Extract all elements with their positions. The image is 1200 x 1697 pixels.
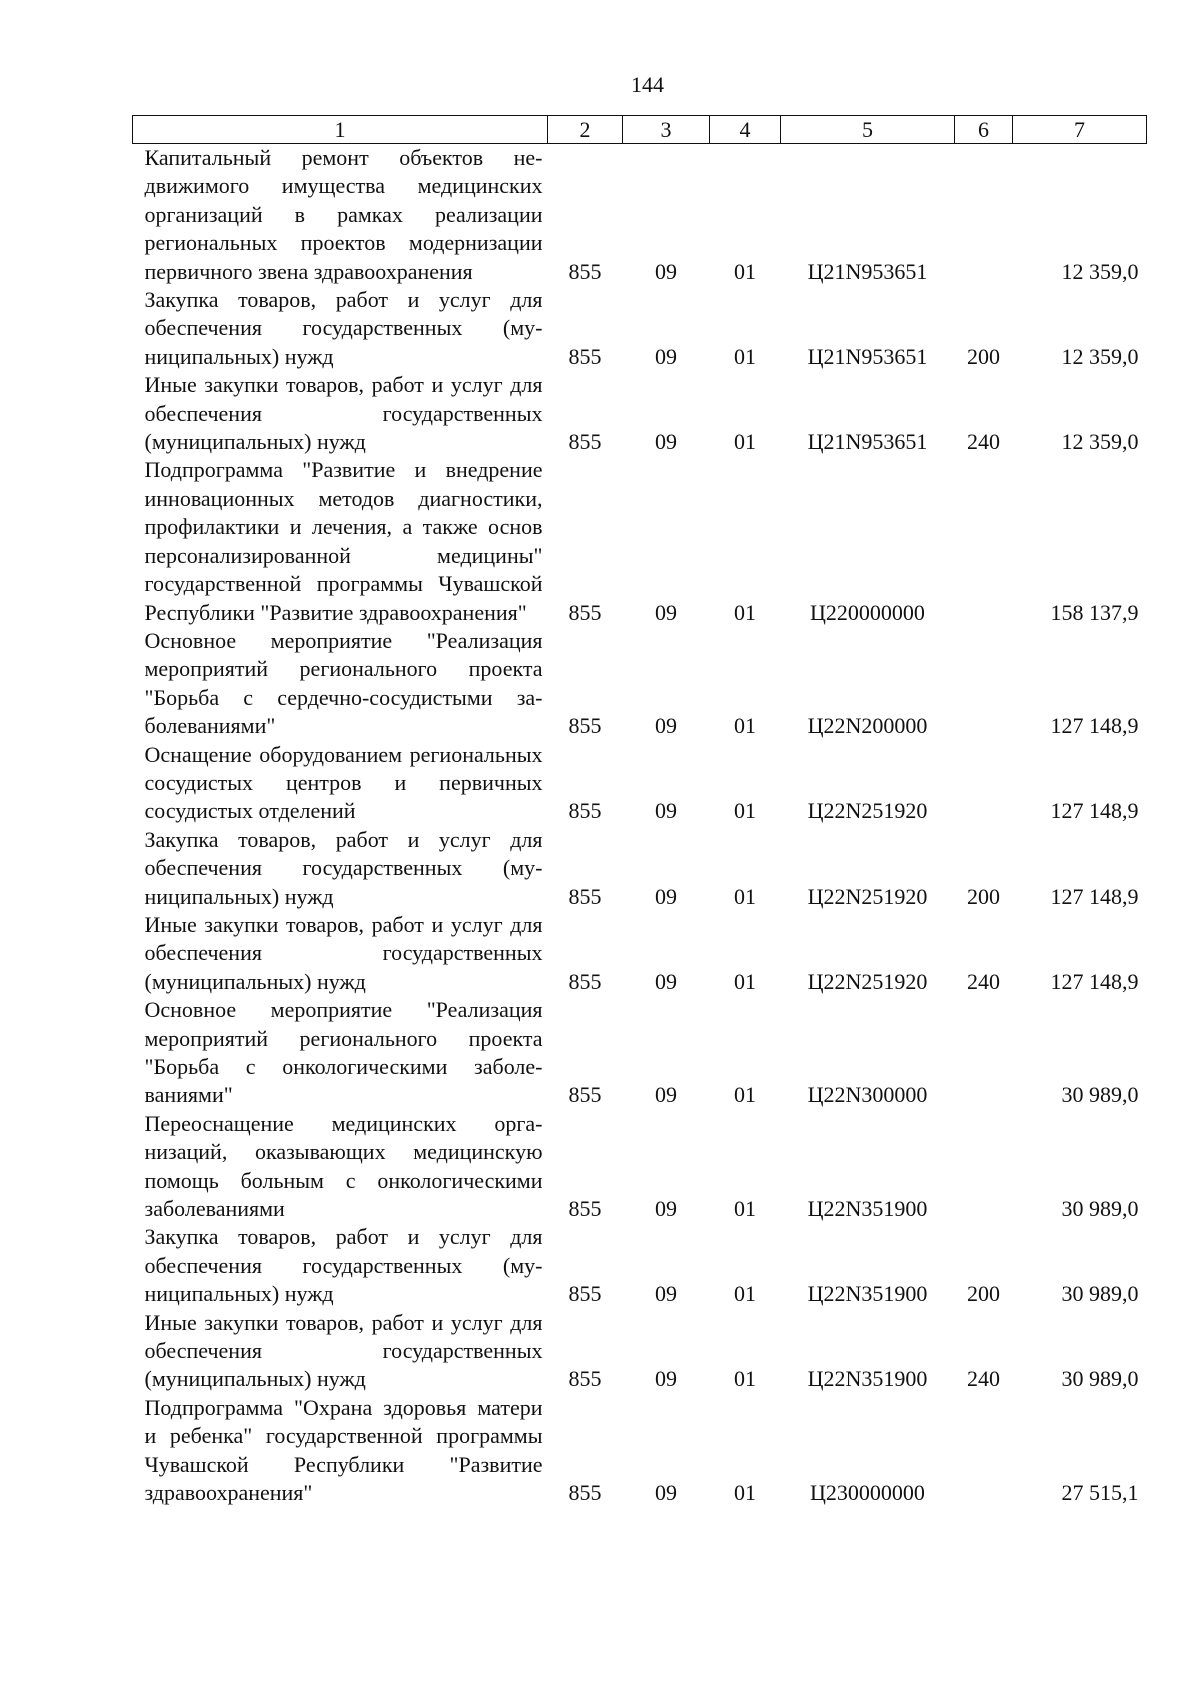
- table-body: [133, 144, 1147, 1508]
- row-ministry: 855: [568, 258, 602, 284]
- row-ministry: 855: [568, 883, 602, 909]
- budget-table: [132, 115, 1147, 1508]
- row-type: 240: [967, 968, 1000, 994]
- row-section: 09: [655, 1196, 677, 1222]
- table-row: [133, 1309, 1147, 1394]
- header-col-3: 3: [623, 116, 710, 144]
- row-name-cell: [133, 1394, 548, 1508]
- row-name: Подпрограмма "Охрана здоровья матери и ребенка" государственной программы Чувашской Республики "Развитие здравоохранения": [144, 1394, 543, 1506]
- row-name-cell: [133, 1309, 548, 1394]
- row-name-cell: [133, 996, 548, 1110]
- row-amount: 12 359,0: [1061, 343, 1139, 369]
- row-type: [955, 456, 1013, 626]
- row-type: 200: [967, 883, 1000, 909]
- row-subsection: 01: [734, 883, 756, 909]
- row-target: Ц220000000: [810, 599, 925, 625]
- row-type: [955, 741, 1013, 826]
- header-row: [133, 116, 1147, 144]
- table-row: [133, 456, 1147, 626]
- row-name: Капитальный ремонт объектов недвижимого имущества медицинских организаций в рамках реализации региональных проектов модернизации первичного звена здравоохранения: [144, 145, 543, 284]
- row-section: 09: [655, 798, 677, 824]
- row-target: Ц22N251920: [807, 798, 928, 824]
- row-ministry: 855: [568, 1196, 602, 1222]
- row-name: Закупка товаров, работ и услуг для обеспечения государственных (муниципальных) нужд: [144, 287, 543, 369]
- row-type: 240: [967, 429, 1000, 455]
- row-subsection: 01: [734, 713, 756, 739]
- row-ministry: 855: [568, 798, 602, 824]
- row-amount: 12 359,0: [1061, 429, 1139, 455]
- row-subsection: 01: [734, 258, 756, 284]
- row-section: 09: [655, 883, 677, 909]
- header-col-4: 4: [710, 116, 781, 144]
- row-type: 200: [967, 1281, 1000, 1307]
- row-name: Подпрограмма "Развитие и внедрение инновационных методов диагностики, профилактики и лечения, а также основ персонализированной медицины" государственной программы Чувашской Республики "Развитие здравоохранения": [144, 457, 543, 625]
- row-name: Основное мероприятие "Реализация мероприятий регионального проекта "Борьба с онкологическими заболеваниями": [144, 997, 543, 1108]
- row-amount: 30 989,0: [1061, 1281, 1139, 1307]
- row-type: [955, 144, 1013, 287]
- row-name-cell: [133, 286, 548, 371]
- row-name-cell: [133, 456, 548, 626]
- row-name-cell: [133, 911, 548, 996]
- table-row: [133, 371, 1147, 456]
- row-target: Ц22N300000: [807, 1082, 928, 1108]
- row-section: 09: [655, 1281, 677, 1307]
- row-subsection: 01: [734, 798, 756, 824]
- row-ministry: 855: [568, 968, 602, 994]
- row-ministry: 855: [568, 1082, 602, 1108]
- table-row: [133, 911, 1147, 996]
- row-amount: 127 148,9: [1050, 798, 1139, 824]
- row-amount: 158 137,9: [1050, 599, 1139, 625]
- row-ministry: 855: [568, 429, 602, 455]
- row-subsection: 01: [734, 968, 756, 994]
- row-subsection: 01: [734, 429, 756, 455]
- row-target: Ц22N251920: [807, 968, 928, 994]
- row-amount: 127 148,9: [1050, 713, 1139, 739]
- row-section: 09: [655, 1366, 677, 1392]
- table-row: [133, 286, 1147, 371]
- row-subsection: 01: [734, 1196, 756, 1222]
- header-col-7: 7: [1013, 116, 1147, 144]
- row-subsection: 01: [734, 1082, 756, 1108]
- row-section: 09: [655, 429, 677, 455]
- table-row: [133, 1110, 1147, 1224]
- row-type: [955, 627, 1013, 741]
- row-type: 200: [967, 343, 1000, 369]
- row-name: Иные закупки товаров, работ и услуг для обеспечения государственных (муниципальных) нужд: [144, 372, 543, 455]
- row-target: Ц22N351900: [807, 1281, 928, 1307]
- row-type: 240: [967, 1366, 1000, 1392]
- table-row: [133, 1223, 1147, 1308]
- table-row: [133, 826, 1147, 911]
- row-target: Ц22N200000: [807, 713, 928, 739]
- row-section: 09: [655, 343, 677, 369]
- header-col-1: 1: [133, 116, 548, 144]
- table-row: [133, 741, 1147, 826]
- row-target: Ц22N351900: [807, 1196, 928, 1222]
- row-target: Ц21N953651: [807, 343, 928, 369]
- row-section: 09: [655, 713, 677, 739]
- row-amount: 30 989,0: [1061, 1082, 1139, 1108]
- page-number: 144: [631, 72, 664, 97]
- row-name: Иные закупки товаров, работ и услуг для обеспечения государственных (муниципальных) нужд: [144, 911, 543, 994]
- table-row: [133, 627, 1147, 741]
- row-type: [955, 996, 1013, 1110]
- table-row: [133, 996, 1147, 1110]
- row-target: Ц21N953651: [807, 258, 928, 284]
- row-name-cell: [133, 1110, 548, 1224]
- row-name-cell: [133, 1223, 548, 1308]
- header-col-6: 6: [955, 116, 1013, 144]
- table-row: [133, 1394, 1147, 1508]
- row-name-cell: [133, 826, 548, 911]
- row-section: 09: [655, 599, 677, 625]
- row-name: Закупка товаров, работ и услуг для обеспечения государственных (муниципальных) нужд: [144, 826, 543, 909]
- row-section: 09: [655, 1480, 677, 1506]
- row-name-cell: [133, 627, 548, 741]
- row-name: Закупка товаров, работ и услуг для обеспечения государственных (муниципальных) нужд: [144, 1224, 543, 1307]
- row-subsection: 01: [734, 599, 756, 625]
- row-name-cell: [133, 741, 548, 826]
- row-target: Ц22N251920: [807, 883, 928, 909]
- row-name: Иные закупки товаров, работ и услуг для обеспечения государственных (муниципальных) нужд: [144, 1309, 543, 1392]
- row-subsection: 01: [734, 1480, 756, 1506]
- row-ministry: 855: [568, 599, 602, 625]
- row-section: 09: [655, 258, 677, 284]
- table-header: [133, 116, 1147, 144]
- row-type: [955, 1110, 1013, 1224]
- row-subsection: 01: [734, 1281, 756, 1307]
- row-target: Ц22N351900: [807, 1366, 928, 1392]
- row-name: Основное мероприятие "Реализация мероприятий регионального проекта "Борьба с сердечно-сосудистыми заболеваниями": [144, 627, 543, 739]
- row-ministry: 855: [568, 1366, 602, 1392]
- row-target: Ц21N953651: [807, 429, 928, 455]
- row-target: Ц230000000: [810, 1480, 925, 1506]
- header-col-2: 2: [548, 116, 623, 144]
- row-amount: 127 148,9: [1050, 883, 1139, 909]
- row-name-cell: [133, 371, 548, 456]
- row-subsection: 01: [734, 1366, 756, 1392]
- row-subsection: 01: [734, 343, 756, 369]
- row-amount: 12 359,0: [1061, 258, 1139, 284]
- row-ministry: 855: [568, 1480, 602, 1506]
- row-ministry: 855: [568, 713, 602, 739]
- row-type: [955, 1394, 1013, 1508]
- row-section: 09: [655, 968, 677, 994]
- row-section: 09: [655, 1082, 677, 1108]
- table-row: [133, 144, 1147, 287]
- row-ministry: 855: [568, 343, 602, 369]
- row-amount: 127 148,9: [1050, 968, 1139, 994]
- row-name: Переоснащение медицинских организаций, оказывающих медицинскую помощь больным с онкологическими заболеваниями: [144, 1110, 543, 1222]
- row-amount: 30 989,0: [1061, 1196, 1139, 1222]
- header-col-5: 5: [781, 116, 955, 144]
- row-amount: 27 515,1: [1061, 1480, 1139, 1506]
- row-amount: 30 989,0: [1061, 1366, 1139, 1392]
- row-ministry: 855: [568, 1281, 602, 1307]
- row-name: Оснащение оборудованием региональных сосудистых центров и первичных сосудистых отделений: [144, 741, 543, 824]
- row-name-cell: [133, 144, 548, 287]
